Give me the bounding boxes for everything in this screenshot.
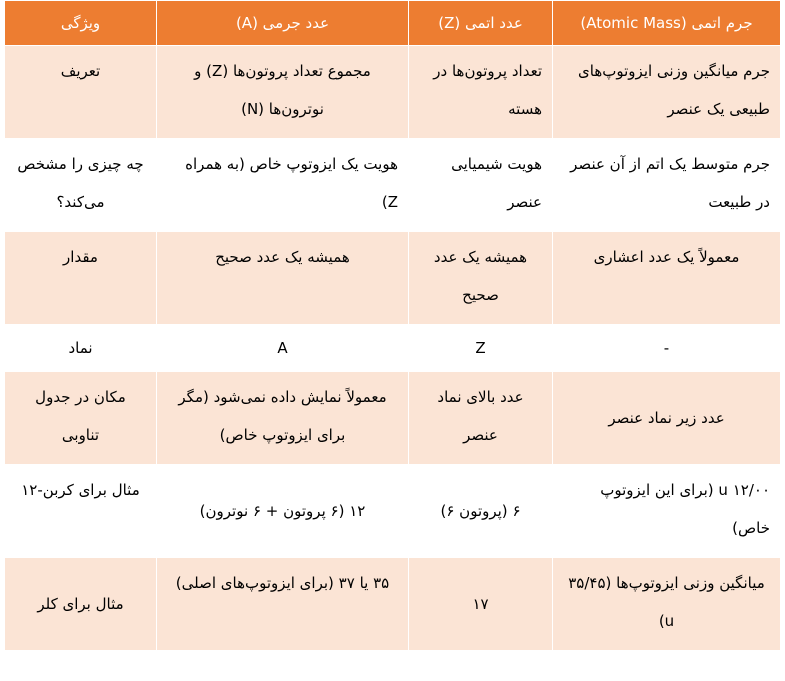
- cell-feature: چه چیزی را مشخص می‌کند؟: [5, 139, 157, 232]
- cell-mass-number: هویت یک ایزوتوپ خاص (به همراه Z): [157, 139, 409, 232]
- cell-mass-number: معمولاً نمایش داده نمی‌شود (مگر برای ایزوتوپ خاص): [157, 372, 409, 465]
- cell-atomic-mass: معمولاً یک عدد اعشاری: [553, 232, 781, 325]
- cell-atomic-number: ۱۷: [409, 558, 553, 651]
- cell-feature: مثال برای کلر: [5, 558, 157, 651]
- cell-feature: تعریف: [5, 46, 157, 139]
- cell-atomic-mass: عدد زیر نماد عنصر: [553, 372, 781, 465]
- cell-atomic-number: همیشه یک عدد صحیح: [409, 232, 553, 325]
- comparison-table-container: [4, 0, 780, 651]
- cell-mass-number: مجموع تعداد پروتون‌ها (Z) و نوترون‌ها (N): [157, 46, 409, 139]
- cell-atomic-number: ۶ (پروتون ۶): [409, 465, 553, 558]
- cell-feature: مقدار: [5, 232, 157, 325]
- cell-atomic-number: تعداد پروتون‌ها در هسته: [409, 46, 553, 139]
- cell-atomic-mass: -: [553, 325, 781, 372]
- cell-feature: نماد: [5, 325, 157, 372]
- cell-atomic-mass: میانگین وزنی ایزوتوپ‌ها (۳۵/۴۵ u): [553, 558, 781, 651]
- cell-mass-number: ۳۵ یا ۳۷ (برای ایزوتوپ‌های اصلی): [157, 558, 409, 651]
- cell-mass-number: همیشه یک عدد صحیح: [157, 232, 409, 325]
- cell-atomic-number: هویت شیمیایی عنصر: [409, 139, 553, 232]
- table-row: [5, 46, 781, 139]
- cell-atomic-mass: جرم متوسط یک اتم از آن عنصر در طبیعت: [553, 139, 781, 232]
- header-mass-number: عدد جرمی (A): [157, 1, 409, 46]
- cell-feature: مکان در جدول تناوبی: [5, 372, 157, 465]
- header-atomic-number: عدد اتمی (Z): [409, 1, 553, 46]
- table-row: [5, 139, 781, 232]
- header-atomic-mass: جرم اتمی (Atomic Mass): [553, 1, 781, 46]
- cell-atomic-number: Z: [409, 325, 553, 372]
- table-row: [5, 558, 781, 651]
- table-row: [5, 325, 781, 372]
- header-row: [5, 1, 781, 46]
- comparison-table: [4, 0, 781, 651]
- table-row: [5, 465, 781, 558]
- cell-atomic-mass: ۱۲/۰۰ u (برای این ایزوتوپ خاص): [553, 465, 781, 558]
- cell-atomic-mass: جرم میانگین وزنی ایزوتوپ‌های طبیعی یک عنصر: [553, 46, 781, 139]
- cell-feature: مثال برای کربن-۱۲: [5, 465, 157, 558]
- table-row: [5, 372, 781, 465]
- header-feature: ویژگی: [5, 1, 157, 46]
- cell-mass-number: A: [157, 325, 409, 372]
- cell-mass-number: ۱۲ (۶ پروتون + ۶ نوترون): [157, 465, 409, 558]
- cell-atomic-number: عدد بالای نماد عنصر: [409, 372, 553, 465]
- table-row: [5, 232, 781, 325]
